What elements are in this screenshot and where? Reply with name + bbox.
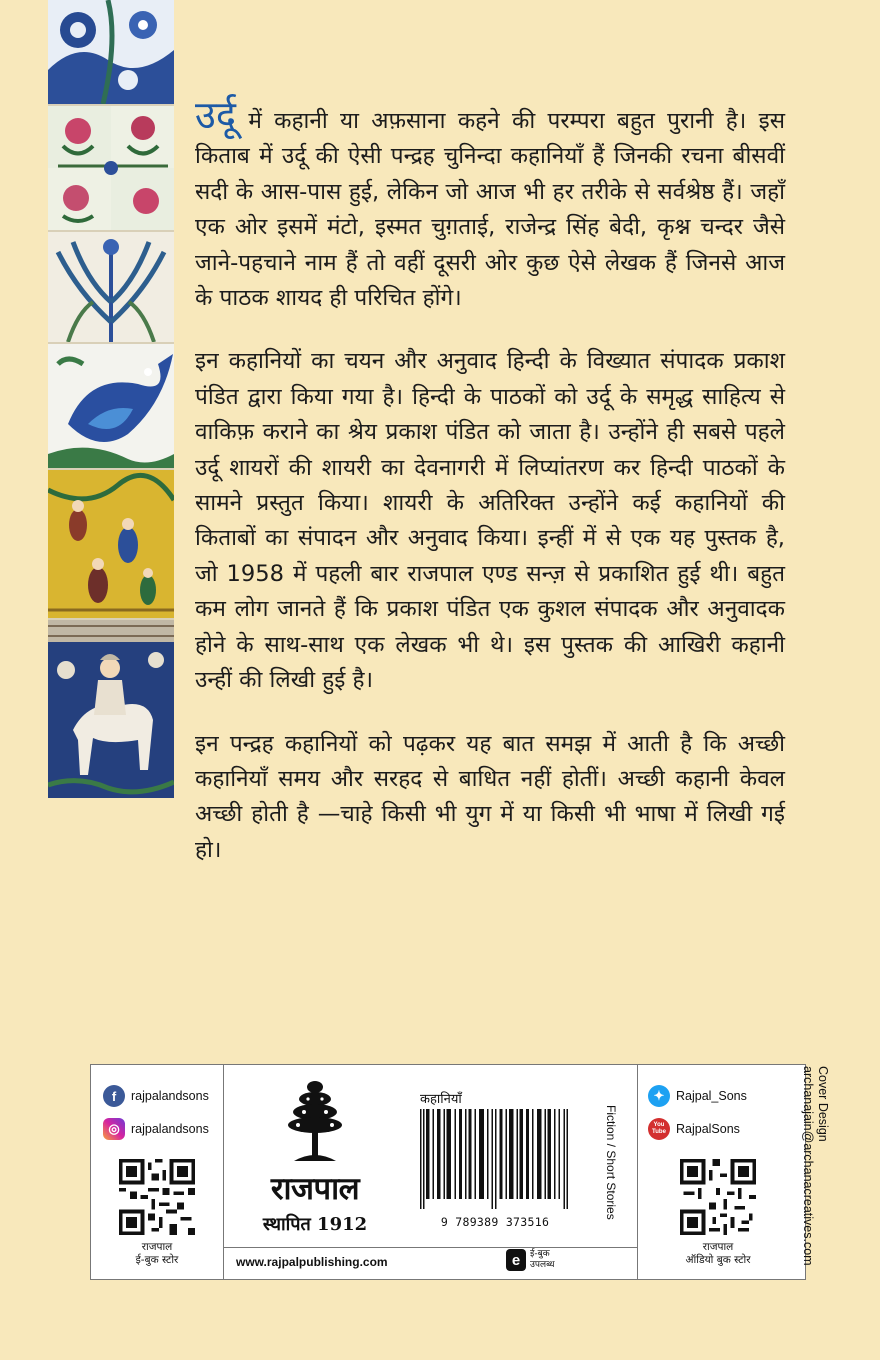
audiobook-caption-line1: राजपाल [702, 1241, 734, 1253]
credit-title: Cover Design [816, 1066, 830, 1142]
credit-email: archanajain@archanacreatives.com [801, 1066, 815, 1266]
facebook-link[interactable] [103, 1085, 209, 1107]
footer-middle-column [224, 1065, 638, 1279]
barcode-icon [420, 1109, 568, 1209]
footer-right-column [638, 1065, 805, 1279]
description-paragraph-2: इन कहानियों का चयन और अनुवाद हिन्दी के विख्यात संपादक प्रकाश पंडित द्वारा किया गया है। हिन्दी के पाठकों को उर्दू के समृद्ध साहित्य से वाकिफ़ कराने का श्रेय प्रकाश पंडित को जाता है। उन्होंने ही सबसे पहले उर्दू शायरों की शायरी का देवनागरी में लिप्यांतरण कर हिन्दी पाठकों के सामने प्रस्तुत किया। शायरी के अतिरिक्त उन्होंने कई कहानियों की किताबों का संपादन और अनुवाद किया। इन्हीं में से एक यह पुस्तक है, जो 1958 में पहली बार राजपाल एण्ड सन्ज़ से प्रकाशित हुई थी। बहुत कम लोग जानते हैं कि प्रकाश पंडित एक कुशल संपादक और अनुवादक होने के साथ-साथ एक लेखक भी थे। इस पुस्तक की आखिरी कहानी उन्हीं की लिखी हुई है। [195, 348, 785, 694]
tile-pink-flowers [48, 106, 174, 232]
description-paragraph-3: इन पन्द्रह कहानियों को पढ़कर यह बात समझ में आती है कि अच्छी कहानियाँ समय और सरहद से बाधित नहीं होतीं। अच्छी कहानी केवल अच्छी होती है —चाहे किसी भी युग में या किसी भी भाषा में लिखी गई हो। [195, 730, 785, 863]
youtube-link[interactable] [648, 1118, 740, 1140]
ebook-available-label [530, 1249, 555, 1271]
instagram-link[interactable] [103, 1118, 209, 1140]
ebook-icon: e [506, 1249, 526, 1271]
cover-design-credit [800, 1066, 830, 1266]
audiobook-store-qr-code[interactable] [680, 1159, 756, 1235]
footer-info-box [90, 1064, 806, 1280]
ebook-caption-line2: ई-बुक स्टोर [135, 1254, 179, 1266]
ebook-line2: उपलब्ध [530, 1260, 555, 1270]
description-text [195, 93, 785, 896]
ebook-line1: ई-बुक [530, 1249, 550, 1259]
audiobook-store-caption [668, 1241, 768, 1267]
twitter-handle: Rajpal_Sons [676, 1089, 747, 1103]
publisher-logo-name: राजपाल [270, 1171, 360, 1207]
tile-blue-floral [48, 0, 174, 106]
ebook-store-qr-code[interactable] [119, 1159, 195, 1235]
facebook-icon: f [103, 1085, 125, 1107]
dropcap-word: उर्दू [195, 93, 237, 137]
tile-leaf-fronds [48, 232, 174, 344]
website-divider [224, 1247, 637, 1248]
category-label: कहानियाँ [420, 1092, 462, 1107]
audiobook-caption-line2: ऑडियो बुक स्टोर [685, 1254, 751, 1266]
qr-code-icon [119, 1159, 195, 1235]
qr-code-icon [680, 1159, 756, 1235]
ebook-caption-line1: राजपाल [141, 1241, 173, 1253]
tile-blue-bird [48, 344, 174, 470]
youtube-handle: RajpalSons [676, 1122, 740, 1136]
twitter-icon: ✦ [648, 1085, 670, 1107]
publisher-established: स्थापित 1912 [262, 1214, 368, 1235]
tile-horseman [48, 620, 174, 798]
paragraph-text: में कहानी या अफ़साना कहने की परम्परा बहुत पुरानी है। इस किताब में उर्दू की ऐसी पन्द्रह चुनिन्दा कहानियाँ हैं जिनकी रचना बीसवीं सदी के आस-पास हुई, लेकिन जो आज भी हर तरीके से सर्वश्रेष्ठ हैं। जहाँ एक ओर इसमें मंटो, इस्मत चुग़ताई, राजेन्द्र सिंह बेदी, कृश्न चन्दर जैसे जाने-पहचाने नाम हैं तो वहीं दूसरी ओर कुछ ऐसे लेखक हैं जिनसे आज के पाठक शायद ही परिचित होंगे। [195, 108, 785, 312]
publisher-website[interactable]: www.rajpalpublishing.com [236, 1255, 388, 1269]
youtube-icon: You Tube [648, 1118, 670, 1140]
twitter-link[interactable] [648, 1085, 747, 1107]
ebook-store-caption [107, 1241, 207, 1267]
footer-left-column [91, 1065, 224, 1279]
description-paragraph-1 [195, 93, 785, 316]
facebook-handle: rajpalandsons [131, 1089, 209, 1103]
genre-vertical-text: Fiction / Short Stories [604, 1105, 618, 1220]
instagram-icon: ◎ [103, 1118, 125, 1140]
decorative-tile-strip [48, 0, 174, 792]
tree-logo-icon [286, 1079, 344, 1163]
instagram-handle: rajpalandsons [131, 1122, 209, 1136]
isbn-number: 9 789389 373516 [440, 1215, 550, 1229]
tile-yellow-figures [48, 470, 174, 620]
